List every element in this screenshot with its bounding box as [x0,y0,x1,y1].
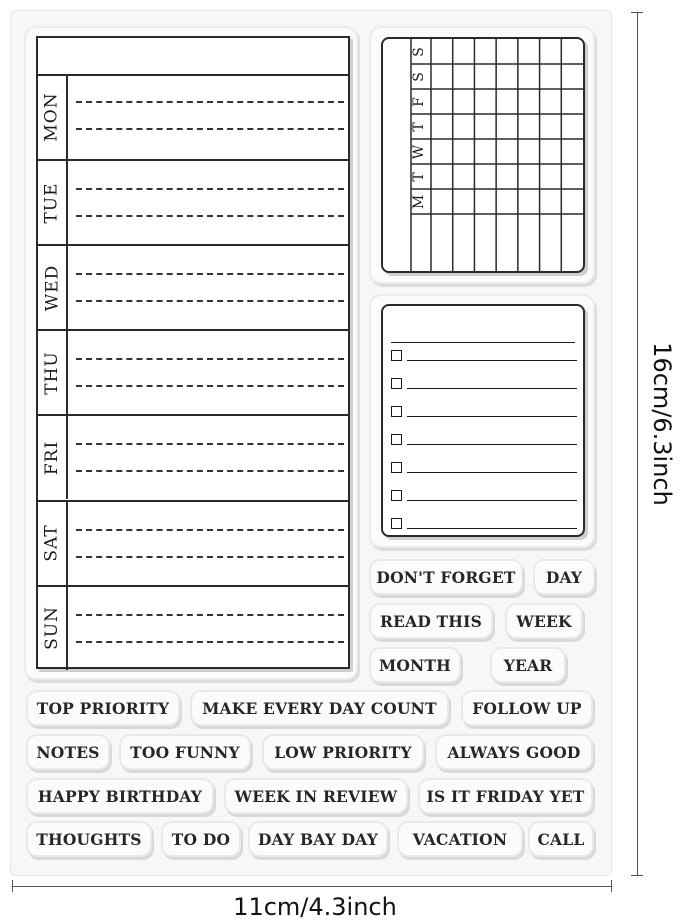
planner-day-label: TUE [42,182,63,224]
stamp-top-priority: TOP PRIORITY [28,692,178,724]
tracker-day-label: S [411,46,427,57]
width-dimension-line [12,886,612,887]
height-dimension-label: 16cm/6.3inch [648,342,676,506]
checklist-line [407,360,577,361]
stamp-to-do: TO DO [163,823,239,855]
stamp-week-in-review: WEEK IN REVIEW [226,780,406,812]
planner-day-tab [38,246,68,329]
checklist-line [407,500,577,501]
checklist-stamp [381,304,585,537]
checkbox-icon [391,434,402,445]
planner-dashed-line [76,101,344,103]
stamp-read-this: READ THIS [371,605,491,637]
tracker-day-label: S [411,71,427,82]
checkbox-icon [391,378,402,389]
planner-dashed-line [76,358,344,360]
checklist-item [389,404,577,420]
stamp-dont-forget: DON'T FORGET [371,561,521,593]
planner-dashed-line [76,443,344,445]
stamp-always-good: ALWAYS GOOD [437,736,591,768]
stamp-day-bay-day: DAY BAY DAY [250,823,386,855]
stamp-happy-birthday: HAPPY BIRTHDAY [28,780,212,812]
stamp-make-every-day-count: MAKE EVERY DAY COUNT [192,692,447,724]
stamp-month: MONTH [371,649,459,681]
planner-header-box [38,38,348,76]
planner-day-label: MON [42,91,62,142]
tracker-day-label: F [411,96,427,107]
planner-dashed-line [76,215,344,217]
planner-day-row [38,244,348,329]
stamp-too-funny: TOO FUNNY [121,736,249,768]
planner-dashed-line [76,128,344,130]
planner-day-label: SUN [42,606,63,651]
planner-dashed-line [76,556,344,558]
stamp-day: DAY [535,561,593,593]
width-dimension-label: 11cm/4.3inch [233,893,397,921]
stamp-week: WEEK [507,605,581,637]
planner-dashed-line [76,300,344,302]
stamp-notes: NOTES [28,736,108,768]
checklist-item [389,488,577,504]
planner-dashed-line [76,470,344,472]
stamp-year: YEAR [492,649,564,681]
planner-day-tab [38,587,68,670]
planner-dashed-line [76,385,344,387]
planner-day-tab [38,502,68,585]
planner-day-label: WED [42,264,63,311]
checklist-item [389,516,577,532]
planner-day-tab [38,331,68,414]
planner-day-tab [38,74,68,159]
planner-dashed-line [76,188,344,190]
checklist-line [407,444,577,445]
stamp-low-priority: LOW PRIORITY [264,736,422,768]
weekly-planner-stamp [36,36,350,669]
stamp-is-it-friday-yet: IS IT FRIDAY YET [420,780,591,812]
checkbox-icon [391,406,402,417]
planner-day-row [38,74,348,159]
checkbox-icon [391,518,402,529]
stamp-follow-up: FOLLOW UP [463,692,591,724]
height-dimension-line [637,12,638,876]
checkbox-icon [391,350,402,361]
planner-day-label: THU [42,351,62,395]
stamp-call: CALL [530,823,592,855]
planner-dashed-line [76,273,344,275]
stamp-vacation: VACATION [399,823,521,855]
stamp-thoughts: THOUGHTS [28,823,150,855]
tracker-day-label: T [411,171,427,182]
planner-day-row [38,585,348,670]
checkbox-icon [391,462,402,473]
checklist-item [389,432,577,448]
planner-dashed-line [76,614,344,616]
checklist-line [407,416,577,417]
planner-day-row [38,414,348,499]
checklist-item [389,376,577,392]
habit-tracker-stamp [381,37,585,273]
planner-day-label: FRI [42,440,62,476]
planner-day-tab [38,161,68,244]
checklist-item [389,348,577,364]
checklist-title-line [391,342,575,343]
checkbox-icon [391,490,402,501]
checklist-line [407,528,577,529]
tracker-day-label: M [411,194,427,209]
checklist-line [407,472,577,473]
planner-day-row [38,159,348,244]
planner-day-row [38,500,348,585]
checklist-item [389,460,577,476]
planner-day-row [38,329,348,414]
tracker-day-label: T [411,121,427,132]
planner-day-tab [38,416,68,499]
tracker-day-label: W [411,144,427,159]
planner-dashed-line [76,641,344,643]
checklist-line [407,388,577,389]
planner-day-label: SAT [42,524,62,562]
planner-dashed-line [76,529,344,531]
